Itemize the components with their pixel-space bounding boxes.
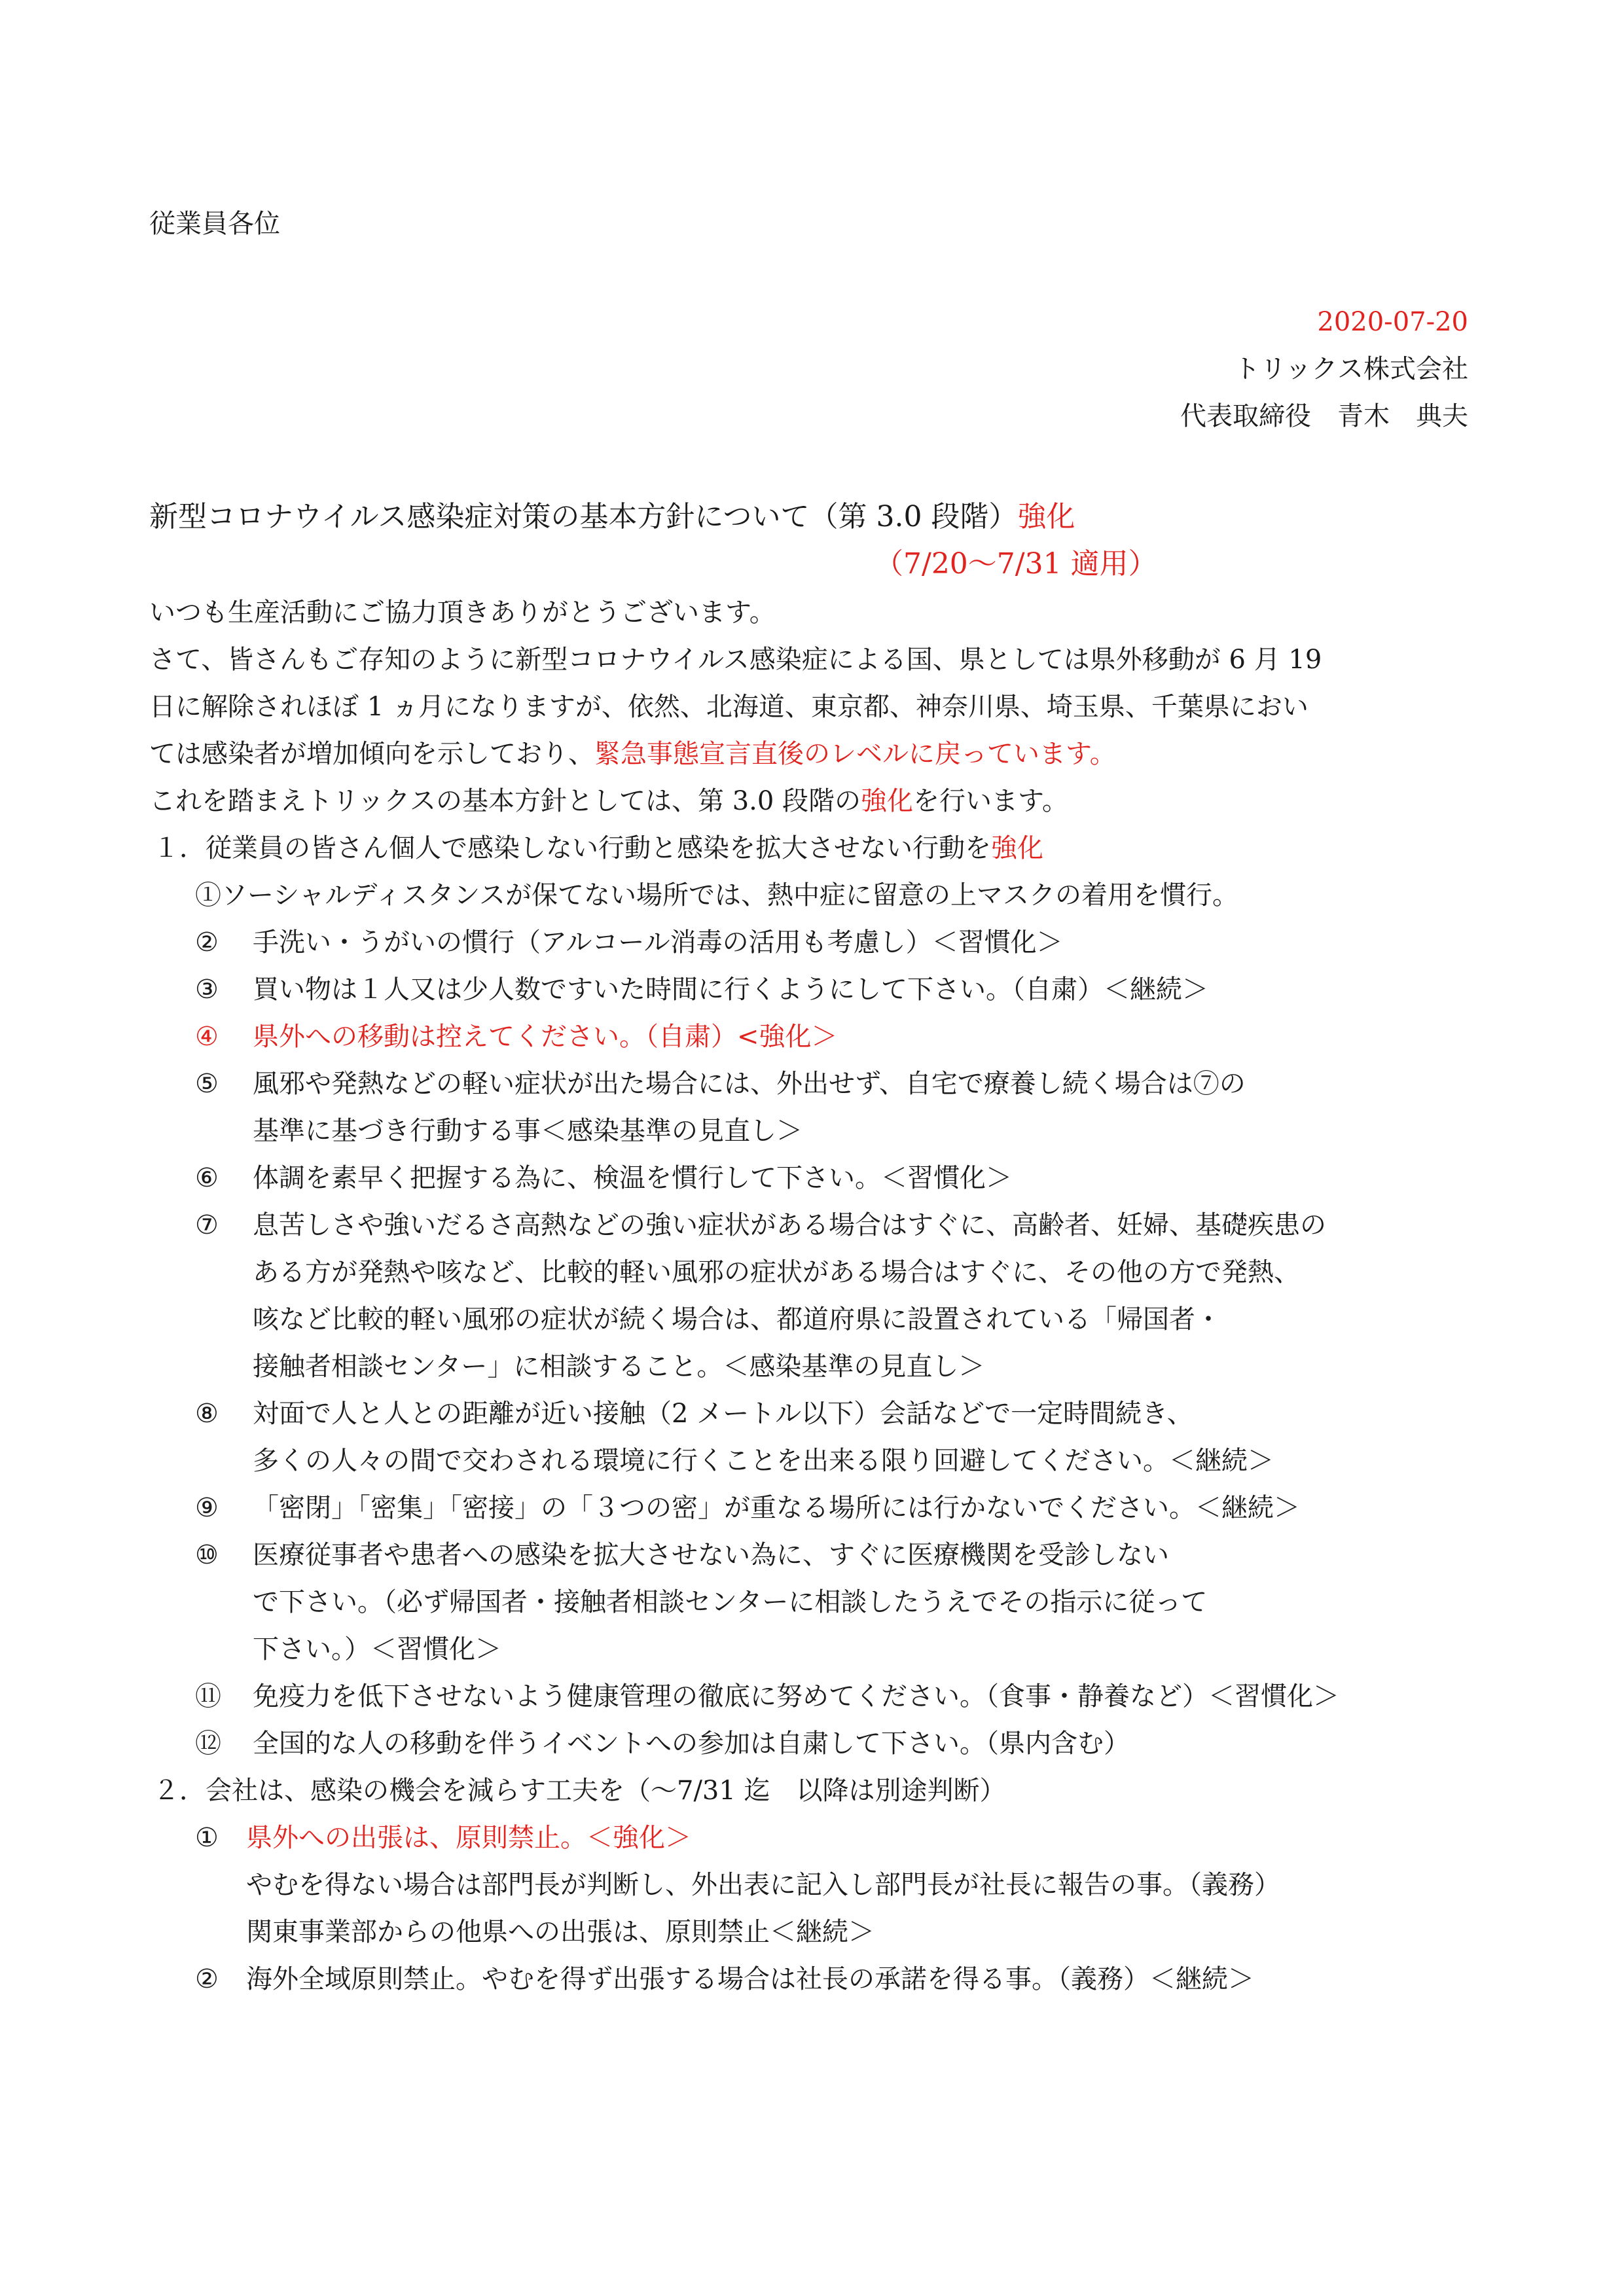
item-number: ⑩ (195, 1540, 219, 1570)
item-number: ⑦ (195, 1210, 219, 1240)
intro-text: これを踏まえトリックスの基本方針としては、第 3.0 段階の (149, 786, 861, 816)
item-number: ② (195, 927, 219, 958)
item-number: ⑪ (195, 1681, 221, 1712)
item-number: ③ (195, 975, 219, 1005)
item-text: 医療従事者や患者への感染を拡大させない為に、すぐに医療機関を受診しない (253, 1540, 1169, 1570)
item-text: 下さい。）＜習慣化＞ (253, 1634, 501, 1664)
item-number: ⑥ (195, 1163, 219, 1193)
item-number: ② (195, 1964, 219, 1994)
addressee: 従業員各位 (149, 209, 280, 239)
title-period: （7/20～7/31 適用） (875, 547, 1157, 581)
item-text: 県外への出張は、原則禁止。＜強化＞ (246, 1823, 691, 1853)
item-number: ⑨ (195, 1493, 219, 1523)
company-name: トリックス株式会社 (1234, 354, 1468, 384)
item-text: 「密閉」「密集」「密接」の「３つの密」が重なる場所には行かないでください。＜継続＞ (253, 1493, 1300, 1523)
intro-line (149, 784, 1068, 818)
item-text: 風邪や発熱などの軽い症状が出た場合には、外出せず、自宅で療養し続く場合は⑦の (253, 1069, 1246, 1099)
item-text: 咳など比較的軽い風邪の症状が続く場合は、都道府県に設置されている「帰国者・ (253, 1304, 1221, 1335)
item-text: 多くの人々の間で交わされる環境に行くことを出来る限り回避してください。＜継続＞ (253, 1446, 1274, 1476)
intro-emphasis: 緊急事態宣言直後のレベルに戻っています。 (594, 739, 1116, 769)
intro-line: いつも生産活動にご協力頂きありがとうございます。 (149, 598, 776, 628)
item-text: 関東事業部からの他県への出張は、原則禁止＜継続＞ (246, 1917, 875, 1947)
document-title (149, 499, 1075, 535)
item-text: 対面で人と人との距離が近い接触（2 メートル以下）会話などで一定時間続き、 (253, 1399, 1193, 1429)
item-text: 体調を素早く把握する為に、検温を慣行して下さい。＜習慣化＞ (253, 1163, 1012, 1193)
section1-heading (153, 831, 1043, 865)
item-number: ① (195, 880, 221, 910)
date: 2020-07-20 (1317, 307, 1468, 337)
section2-heading: ２．会社は、感染の機会を減らす工夫を（～7/31 迄 以降は別途判断） (153, 1776, 1006, 1806)
title-main: 新型コロナウイルス感染症対策の基本方針について（第 3.0 段階） (149, 500, 1018, 533)
item-number: ⑫ (195, 1729, 221, 1759)
item-text: やむを得ない場合は部門長が判断し、外出表に記入し部門長が社長に報告の事。（義務） (246, 1870, 1280, 1900)
intro-line (149, 737, 1116, 771)
item-text: 買い物は１人又は少人数ですいた時間に行くようにして下さい。（自粛）＜継続＞ (253, 975, 1208, 1005)
item-text: 息苦しさや強いだるさ高熱などの強い症状がある場合はすぐに、高齢者、妊婦、基礎疾患の (253, 1210, 1326, 1240)
item-text: 接触者相談センター」に相談すること。＜感染基準の見直し＞ (253, 1352, 985, 1382)
item-number: ④ (195, 1022, 219, 1052)
intro-emphasis: 強化 (861, 786, 914, 816)
intro-line: 日に解除されほぼ 1 ヵ月になりますが、依然、北海道、東京都、神奈川県、埼玉県、千葉県におい (149, 692, 1308, 722)
item-text: 全国的な人の移動を伴うイベントへの参加は自粛して下さい。（県内含む） (253, 1729, 1130, 1759)
item-number: ⑧ (195, 1399, 219, 1429)
intro-line: さて、皆さんもご存知のように新型コロナウイルス感染症による国、県としては県外移動が 6 月 19 (149, 645, 1322, 675)
intro-text: を行います。 (913, 786, 1068, 816)
signer: 代表取締役 青木 典夫 (1180, 401, 1468, 431)
item-text: 免疫力を低下させないよう健康管理の徹底に努めてください。（食事・静養など）＜習慣化＞ (253, 1681, 1339, 1712)
item-text: 基準に基づき行動する事＜感染基準の見直し＞ (253, 1116, 803, 1146)
item-number: ① (195, 1823, 219, 1853)
section1-heading-text: １．従業員の皆さん個人で感染しない行動と感染を拡大させない行動を (153, 833, 991, 863)
section1-heading-emphasis: 強化 (991, 833, 1043, 863)
title-emphasis: 強化 (1017, 500, 1075, 533)
item-text: 海外全域原則禁止。やむを得ず出張する場合は社長の承諾を得る事。（義務）＜継続＞ (246, 1964, 1254, 1994)
item-text: 手洗い・うがいの慣行（アルコール消毒の活用も考慮し）＜習慣化＞ (253, 927, 1063, 958)
item-text: ある方が発熱や咳など、比較的軽い風邪の症状がある場合はすぐに、その他の方で発熱、 (253, 1257, 1300, 1287)
item-text: で下さい。（必ず帰国者・接触者相談センターに相談したうえでその指示に従って (253, 1587, 1208, 1617)
intro-text: ては感染者が増加傾向を示しており、 (149, 739, 594, 769)
item-text: ソーシャルディスタンスが保てない場所では、熱中症に留意の上マスクの着用を慣行。 (221, 880, 1238, 910)
item-text: 県外への移動は控えてください。（自粛）<強化＞ (253, 1022, 838, 1052)
item-number: ⑤ (195, 1069, 219, 1099)
list-item (195, 878, 1238, 912)
